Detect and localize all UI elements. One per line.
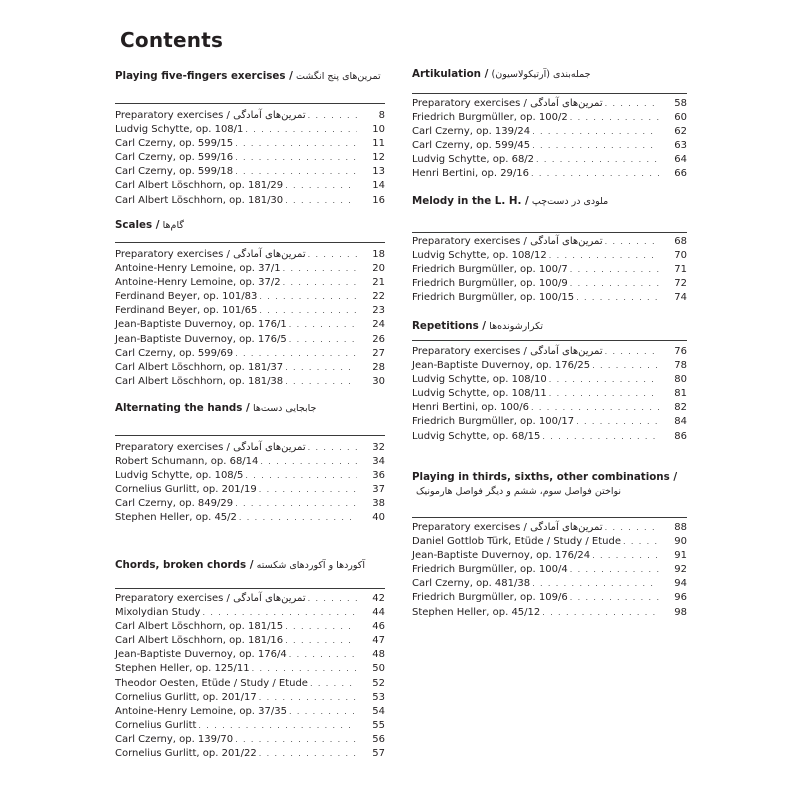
toc-entry-page: 52 — [372, 677, 385, 689]
toc-entry-page: 96 — [674, 592, 687, 604]
section-heading-fa: تمرین‌های پنج انگشت — [296, 71, 381, 82]
toc-entry-title: Carl Czerny, op. 849/29 — [115, 498, 234, 510]
toc-entry-title: Stephen Heller, op. 45/2 — [115, 512, 237, 524]
toc-entry — [115, 719, 385, 733]
dot-leader — [245, 469, 357, 483]
toc-entry-page: 12 — [372, 152, 385, 164]
toc-entry — [115, 262, 385, 276]
section-heading-en: Playing in thirds, sixths, other combinations / — [412, 471, 678, 483]
toc-entry-page: 62 — [674, 126, 687, 138]
section-heading-fa: نواختن فواصل سوم، ششم و دیگر فواصل هارمونیک — [416, 486, 622, 497]
toc-entry-title: Stephen Heller, op. 125/11 — [115, 663, 250, 675]
toc-entries — [115, 248, 385, 389]
dot-leader — [283, 262, 357, 276]
toc-entry-title: Ludvig Schytte, op. 68/15 — [412, 430, 541, 442]
toc-entry — [412, 373, 687, 387]
toc-entry-page: 24 — [372, 319, 385, 331]
toc-entry-title: Daniel Gottlob Türk, Etüde / Study / Etude — [412, 536, 621, 548]
section-heading-en: Playing five-fingers exercises / — [115, 70, 293, 82]
toc-entry-page: 44 — [372, 607, 385, 619]
toc-entry — [412, 535, 687, 549]
toc-entry-page: 58 — [674, 98, 687, 109]
toc-entry-page: 91 — [674, 550, 687, 562]
dot-leader — [605, 345, 659, 359]
dot-leader — [285, 194, 357, 208]
toc-entry-title: Carl Albert Löschhorn, op. 181/38 — [115, 375, 284, 387]
toc-entry-page: 37 — [372, 484, 385, 496]
toc-entry-title: Henri Bertini, op. 29/16 — [412, 168, 530, 180]
toc-entry-page: 82 — [674, 402, 687, 414]
toc-entry — [412, 606, 687, 620]
toc-entries — [412, 345, 687, 444]
dot-leader — [308, 109, 357, 123]
toc-entry-page: 76 — [674, 346, 687, 357]
toc-entry-page: 27 — [372, 347, 385, 359]
dot-leader — [605, 521, 659, 535]
section-heading-en: Repetitions / — [412, 320, 487, 332]
toc-entry-title: Ludvig Schytte, op. 108/1 — [115, 124, 244, 136]
toc-entry-page: 81 — [674, 388, 687, 400]
toc-entry-page: 14 — [372, 180, 385, 192]
toc-entry-page: 71 — [674, 264, 687, 276]
toc-entry — [115, 497, 385, 511]
toc-entry-page: 18 — [372, 249, 385, 260]
dot-leader — [245, 123, 357, 137]
toc-entry — [412, 139, 687, 153]
dot-leader — [570, 111, 659, 125]
toc-entry-title: Carl Czerny, op. 599/15 — [115, 138, 234, 150]
toc-entry — [115, 248, 385, 262]
toc-entry — [412, 153, 687, 167]
section-rule — [115, 103, 385, 104]
toc-entry-title: Theodor Oesten, Etüde / Study / Etude — [115, 677, 308, 689]
section-heading — [412, 470, 687, 499]
toc-entry — [115, 441, 385, 455]
dot-leader — [285, 634, 357, 648]
toc-entry — [115, 511, 385, 525]
dot-leader — [576, 291, 659, 305]
section-heading — [412, 195, 687, 208]
section-heading-fa: جمله‌بندی (آرتیکولاسیون) — [491, 69, 591, 80]
toc-entry-page: 32 — [372, 442, 385, 453]
toc-entry-title: Antoine-Henry Lemoine, op. 37/35 — [115, 705, 287, 717]
dot-leader — [235, 733, 357, 747]
toc-entry-page: 28 — [372, 361, 385, 373]
dot-leader — [592, 359, 659, 373]
toc-entry-page: 92 — [674, 564, 687, 576]
toc-entry-page: 38 — [372, 498, 385, 510]
toc-entry-page: 64 — [674, 154, 687, 166]
dot-leader — [592, 549, 659, 563]
toc-entry — [412, 291, 687, 305]
toc-entry-title: Preparatory exercises / تمرین‌های آمادگی — [412, 98, 603, 109]
toc-entry — [115, 361, 385, 375]
dot-leader — [549, 387, 659, 401]
toc-entry — [412, 167, 687, 181]
section-heading-fa: جابجایی دست‌ها — [252, 403, 317, 414]
toc-entry — [115, 455, 385, 469]
toc-entry — [412, 359, 687, 373]
dot-leader — [623, 535, 659, 549]
toc-entry-title: Carl Czerny, op. 139/70 — [115, 733, 234, 745]
section-rule — [412, 93, 687, 94]
toc-entry-page: 94 — [674, 578, 687, 590]
toc-entry-page: 46 — [372, 621, 385, 633]
toc-entry — [412, 521, 687, 535]
dot-leader — [549, 373, 659, 387]
toc-entry — [412, 387, 687, 401]
toc-entry-title: Friedrich Burgmüller, op. 109/6 — [412, 592, 568, 604]
toc-entry-title: Carl Czerny, op. 599/45 — [412, 140, 531, 152]
toc-entry-page: 68 — [674, 236, 687, 247]
dot-leader — [532, 125, 659, 139]
dot-leader — [289, 333, 357, 347]
section-rule — [412, 517, 687, 518]
toc-entry-page: 50 — [372, 663, 385, 675]
dot-leader — [235, 347, 357, 361]
dot-leader — [605, 235, 659, 249]
toc-entry — [115, 109, 385, 123]
dot-leader — [283, 276, 357, 290]
toc-entry-title: Cornelius Gurlitt, op. 201/22 — [115, 748, 257, 760]
toc-entry-title: Ferdinand Beyer, op. 101/83 — [115, 291, 258, 303]
toc-entry-page: 53 — [372, 691, 385, 703]
toc-entry-page: 55 — [372, 719, 385, 731]
dot-leader — [542, 430, 659, 444]
toc-entry-page: 80 — [674, 374, 687, 386]
toc-entry-page: 26 — [372, 333, 385, 345]
dot-leader — [260, 455, 357, 469]
section-heading-fa: تکرارشونده‌ها — [489, 321, 543, 332]
toc-entry-title: Carl Albert Löschhorn, op. 181/15 — [115, 621, 284, 633]
dot-leader — [285, 620, 357, 634]
toc-entry-title: Ferdinand Beyer, op. 101/65 — [115, 305, 258, 317]
dot-leader — [239, 511, 357, 525]
toc-entry-title: Antoine-Henry Lemoine, op. 37/1 — [115, 263, 281, 275]
toc-entry-page: 70 — [674, 250, 687, 262]
toc-entry-title: Stephen Heller, op. 45/12 — [412, 606, 541, 618]
dot-leader — [576, 415, 659, 429]
toc-entry — [115, 662, 385, 676]
section-rule — [115, 435, 385, 436]
toc-entry-title: Preparatory exercises / تمرین‌های آمادگی — [115, 249, 306, 260]
toc-entry — [115, 318, 385, 332]
toc-entry-title: Jean-Baptiste Duvernoy, op. 176/1 — [115, 319, 287, 331]
toc-entry — [115, 375, 385, 389]
toc-entry-page: 57 — [372, 748, 385, 760]
toc-entry — [412, 345, 687, 359]
section-heading-en: Melody in the L. H. / — [412, 195, 529, 207]
toc-entry-page: 98 — [674, 606, 687, 618]
toc-entry-page: 78 — [674, 360, 687, 372]
dot-leader — [259, 304, 357, 318]
toc-entries — [412, 235, 687, 305]
toc-entry-title: Friedrich Burgmüller, op. 100/7 — [412, 264, 568, 276]
toc-entry — [115, 592, 385, 606]
toc-entry-page: 88 — [674, 522, 687, 533]
dot-leader — [235, 165, 357, 179]
toc-entry-title: Preparatory exercises / تمرین‌های آمادگی — [412, 236, 603, 247]
toc-entry-page: 30 — [372, 375, 385, 387]
section-rule — [412, 340, 687, 341]
toc-entry-title: Carl Czerny, op. 599/16 — [115, 152, 234, 164]
dot-leader — [289, 648, 357, 662]
toc-entry-title: Preparatory exercises / تمرین‌های آمادگی — [115, 110, 306, 121]
toc-entry-title: Jean-Baptiste Duvernoy, op. 176/24 — [412, 550, 591, 562]
toc-entry-page: 72 — [674, 278, 687, 290]
toc-entry-title: Ludvig Schytte, op. 108/11 — [412, 388, 547, 400]
dot-leader — [289, 705, 357, 719]
toc-entry — [115, 483, 385, 497]
section-heading — [115, 402, 385, 415]
toc-entry-page: 74 — [674, 292, 687, 304]
toc-entry-title: Ludvig Schytte, op. 108/12 — [412, 250, 547, 262]
toc-entry-page: 11 — [372, 138, 385, 150]
dot-leader — [570, 263, 659, 277]
dot-leader — [531, 401, 659, 415]
toc-entry — [412, 125, 687, 139]
toc-entry — [115, 648, 385, 662]
toc-entry-title: Cornelius Gurlitt, op. 201/17 — [115, 691, 257, 703]
toc-entry — [412, 430, 687, 444]
dot-leader — [308, 248, 357, 262]
dot-leader — [570, 563, 659, 577]
section-heading-en: Artikulation / — [412, 68, 489, 80]
toc-entry — [412, 577, 687, 591]
toc-entries — [412, 97, 687, 182]
toc-entry-title: Carl Albert Löschhorn, op. 181/37 — [115, 361, 284, 373]
toc-entry-page: 20 — [372, 263, 385, 275]
toc-entry-title: Preparatory exercises / تمرین‌های آمادگی — [412, 346, 603, 357]
toc-entry-title: Antoine-Henry Lemoine, op. 37/2 — [115, 277, 281, 289]
toc-entry-title: Henri Bertini, op. 100/6 — [412, 402, 530, 414]
dot-leader — [198, 719, 357, 733]
section-heading — [115, 559, 385, 572]
toc-entry — [115, 151, 385, 165]
toc-entry-page: 23 — [372, 305, 385, 317]
dot-leader — [310, 677, 357, 691]
toc-entry-page: 8 — [378, 110, 385, 121]
toc-entry — [412, 415, 687, 429]
toc-entry-title: Jean-Baptiste Duvernoy, op. 176/5 — [115, 333, 287, 345]
toc-entry-page: 66 — [674, 168, 687, 180]
toc-entry-page: 13 — [372, 166, 385, 178]
toc-entry — [115, 290, 385, 304]
toc-entry — [412, 277, 687, 291]
toc-entry — [115, 194, 385, 208]
dot-leader — [259, 747, 357, 761]
toc-entry — [115, 634, 385, 648]
toc-entries — [115, 592, 385, 761]
dot-leader — [605, 97, 659, 111]
dot-leader — [308, 592, 357, 606]
section-rule — [115, 588, 385, 589]
dot-leader — [285, 361, 357, 375]
toc-entry-page: 16 — [372, 194, 385, 206]
toc-entry-title: Carl Albert Löschhorn, op. 181/29 — [115, 180, 284, 192]
toc-entry-title: Friedrich Burgmüller, op. 100/15 — [412, 292, 575, 304]
section-heading-en: Scales / — [115, 219, 160, 231]
dot-leader — [259, 290, 357, 304]
toc-entry-title: Carl Albert Löschhorn, op. 181/16 — [115, 635, 284, 647]
toc-entries — [115, 441, 385, 526]
toc-entry-page: 54 — [372, 705, 385, 717]
dot-leader — [285, 375, 357, 389]
dot-leader — [570, 591, 659, 605]
dot-leader — [235, 137, 357, 151]
toc-entry — [115, 677, 385, 691]
toc-entry — [412, 249, 687, 263]
toc-entry — [115, 276, 385, 290]
toc-entry-title: Ludvig Schytte, op. 108/5 — [115, 470, 244, 482]
toc-entry-title: Preparatory exercises / تمرین‌های آمادگی — [412, 522, 603, 533]
toc-entry — [115, 123, 385, 137]
dot-leader — [259, 691, 357, 705]
toc-entry-page: 86 — [674, 430, 687, 442]
toc-entry-page: 10 — [372, 124, 385, 136]
section-rule — [115, 242, 385, 243]
toc-entry — [115, 606, 385, 620]
toc-entry-page: 56 — [372, 733, 385, 745]
section-heading-en: Alternating the hands / — [115, 402, 250, 414]
toc-entry — [412, 263, 687, 277]
toc-entry-title: Robert Schumann, op. 68/14 — [115, 456, 259, 468]
toc-entry — [412, 111, 687, 125]
toc-entry-title: Carl Czerny, op. 481/38 — [412, 578, 531, 590]
toc-entry-title: Ludvig Schytte, op. 108/10 — [412, 374, 547, 386]
toc-entry — [115, 620, 385, 634]
section-heading — [115, 219, 385, 232]
dot-leader — [308, 441, 357, 455]
toc-entry-page: 34 — [372, 456, 385, 468]
dot-leader — [285, 179, 357, 193]
toc-entries — [115, 109, 385, 208]
dot-leader — [570, 277, 659, 291]
toc-entry-page: 84 — [674, 416, 687, 428]
toc-entry — [412, 401, 687, 415]
toc-entry-title: Friedrich Burgmüller, op. 100/4 — [412, 564, 568, 576]
toc-entry — [412, 591, 687, 605]
toc-entry-page: 47 — [372, 635, 385, 647]
toc-entry-title: Friedrich Burgmüller, op. 100/9 — [412, 278, 568, 290]
dot-leader — [259, 483, 357, 497]
toc-entry — [115, 179, 385, 193]
toc-entry — [115, 304, 385, 318]
toc-entry — [412, 235, 687, 249]
toc-entry-page: 40 — [372, 512, 385, 524]
dot-leader — [542, 606, 659, 620]
toc-entry-title: Cornelius Gurlitt, op. 201/19 — [115, 484, 257, 496]
dot-leader — [289, 318, 357, 332]
section-heading — [412, 320, 687, 333]
toc-entry-title: Carl Czerny, op. 599/69 — [115, 347, 234, 359]
toc-entry-page: 21 — [372, 277, 385, 289]
toc-entry-title: Preparatory exercises / تمرین‌های آمادگی — [115, 442, 306, 453]
dot-leader — [536, 153, 659, 167]
toc-entry-page: 63 — [674, 140, 687, 152]
dot-leader — [235, 497, 357, 511]
toc-entry — [115, 747, 385, 761]
page-title: Contents — [120, 28, 224, 52]
toc-entry — [115, 733, 385, 747]
toc-entry — [412, 563, 687, 577]
toc-entry — [115, 691, 385, 705]
toc-entry — [412, 549, 687, 563]
toc-entry-page: 42 — [372, 593, 385, 604]
toc-entry — [115, 165, 385, 179]
toc-entry-title: Friedrich Burgmüller, op. 100/2 — [412, 112, 568, 124]
dot-leader — [202, 606, 357, 620]
toc-entries — [412, 521, 687, 620]
toc-entry-title: Preparatory exercises / تمرین‌های آمادگی — [115, 593, 306, 604]
dot-leader — [235, 151, 357, 165]
dot-leader — [532, 577, 659, 591]
toc-entry-title: Friedrich Burgmüller, op. 100/17 — [412, 416, 575, 428]
toc-entry-title: Cornelius Gurlitt — [115, 719, 197, 731]
section-rule — [412, 232, 687, 233]
toc-entry-title: Carl Albert Löschhorn, op. 181/30 — [115, 194, 284, 206]
toc-entry — [115, 705, 385, 719]
dot-leader — [549, 249, 659, 263]
toc-entry-title: Jean-Baptiste Duvernoy, op. 176/25 — [412, 360, 591, 372]
toc-entry — [115, 333, 385, 347]
dot-leader — [252, 662, 357, 676]
section-heading-fa: آکوردها و آکوردهای شکسته — [256, 560, 365, 571]
dot-leader — [531, 167, 659, 181]
toc-entry-page: 22 — [372, 291, 385, 303]
toc-entry-title: Mixolydian Study — [115, 607, 201, 619]
section-heading-en: Chords, broken chords / — [115, 559, 254, 571]
toc-entry-page: 36 — [372, 470, 385, 482]
toc-entry-title: Jean-Baptiste Duvernoy, op. 176/4 — [115, 649, 287, 661]
toc-entry — [115, 469, 385, 483]
toc-entry — [412, 97, 687, 111]
toc-entry-page: 90 — [674, 536, 687, 548]
toc-entry-title: Carl Czerny, op. 599/18 — [115, 166, 234, 178]
toc-entry — [115, 137, 385, 151]
toc-entry-title: Ludvig Schytte, op. 68/2 — [412, 154, 535, 166]
dot-leader — [532, 139, 659, 153]
section-heading-fa: گام‌ها — [162, 220, 184, 231]
toc-entry-title: Carl Czerny, op. 139/24 — [412, 126, 531, 138]
section-heading — [412, 68, 687, 81]
section-heading-fa: ملودی در دست‌چپ — [531, 196, 609, 207]
section-heading — [115, 70, 385, 83]
toc-entry-page: 48 — [372, 649, 385, 661]
toc-entry-page: 60 — [674, 112, 687, 124]
toc-entry — [115, 347, 385, 361]
